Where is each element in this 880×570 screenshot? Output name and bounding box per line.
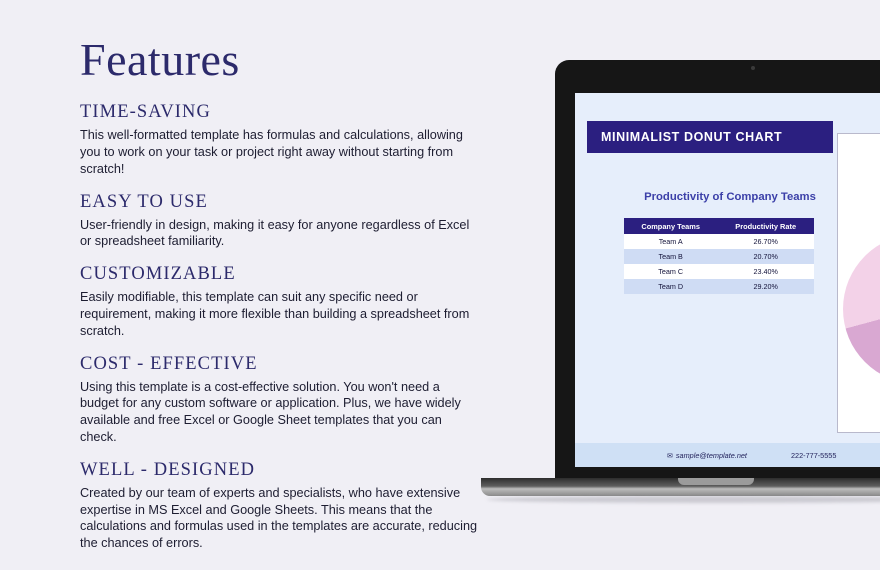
feature-body: Using this template is a cost-effective solution. You won't need a budget for any custom software or application. Plus, we have widely available and free Excel or Google Sheet templates that you can check. bbox=[80, 379, 461, 445]
productivity-table bbox=[624, 218, 814, 294]
footer-email-text: sample@template.net bbox=[675, 450, 747, 460]
table-header-row bbox=[624, 218, 814, 234]
slide-footer bbox=[575, 443, 880, 467]
laptop-screen bbox=[575, 93, 880, 467]
feature-body: Created by our team of experts and specialists, who have extensive expertise in MS Excel and Google Sheets. This means that the calculations and formulas used in the templates are accurate, reducing the chances of errors. bbox=[80, 485, 478, 551]
cell-team: Team C bbox=[624, 264, 717, 279]
feature-body: This well-formatted template has formulas and calculations, allowing you to work on your task or project right away without starting from scratch! bbox=[80, 128, 463, 176]
slide-title: MINIMALIST DONUT CHART bbox=[601, 130, 783, 144]
feature-item-cost-effective bbox=[80, 354, 480, 446]
feature-body: Easily modifiable, this template can suit any specific need or requirement, making it more flexible than building a spreadsheet from scratch. bbox=[80, 290, 470, 338]
laptop-mockup bbox=[481, 60, 880, 530]
feature-heading: EASY TO USE bbox=[80, 191, 208, 212]
feature-heading: CUSTOMIZABLE bbox=[80, 264, 236, 285]
table-row bbox=[624, 264, 814, 279]
slide-header-bar bbox=[587, 121, 833, 153]
mail-icon: ✉ bbox=[667, 452, 673, 460]
feature-body: User-friendly in design, making it easy for anyone regardless of Excel or spreadsheet familiarity. bbox=[80, 217, 470, 249]
page-title: Features bbox=[80, 34, 240, 85]
table-row bbox=[624, 249, 814, 264]
feature-heading: COST - EFFECTIVE bbox=[80, 353, 258, 374]
features-panel bbox=[80, 36, 480, 566]
feature-item-time-saving bbox=[80, 102, 480, 177]
cell-rate: 29.20% bbox=[717, 279, 814, 294]
table-row bbox=[624, 234, 814, 249]
laptop-lid bbox=[555, 60, 880, 478]
feature-item-customizable bbox=[80, 264, 480, 339]
webcam-icon bbox=[751, 66, 755, 70]
laptop-trackpad-notch bbox=[678, 478, 754, 485]
table-row bbox=[624, 279, 814, 294]
footer-email bbox=[667, 451, 747, 460]
cell-rate: 23.40% bbox=[717, 264, 814, 279]
cell-team: Team D bbox=[624, 279, 717, 294]
feature-heading: TIME-SAVING bbox=[80, 102, 211, 123]
laptop-shadow bbox=[487, 496, 880, 503]
cell-team: Team B bbox=[624, 249, 717, 264]
feature-heading: WELL - DESIGNED bbox=[80, 459, 256, 480]
chart-subtitle: Productivity of Company Teams bbox=[644, 191, 816, 203]
column-header-rate: Productivity Rate bbox=[717, 218, 814, 234]
donut-chart-container bbox=[837, 133, 880, 433]
spreadsheet-slide bbox=[575, 93, 880, 467]
cell-rate: 20.70% bbox=[717, 249, 814, 264]
cell-rate: 26.70% bbox=[717, 234, 814, 249]
column-header-teams: Company Teams bbox=[624, 218, 717, 234]
donut-chart bbox=[843, 234, 880, 384]
footer-phone: 222-777-5555 bbox=[790, 450, 837, 460]
cell-team: Team A bbox=[624, 234, 717, 249]
feature-item-well-designed bbox=[80, 460, 480, 552]
feature-item-easy-to-use bbox=[80, 192, 480, 251]
